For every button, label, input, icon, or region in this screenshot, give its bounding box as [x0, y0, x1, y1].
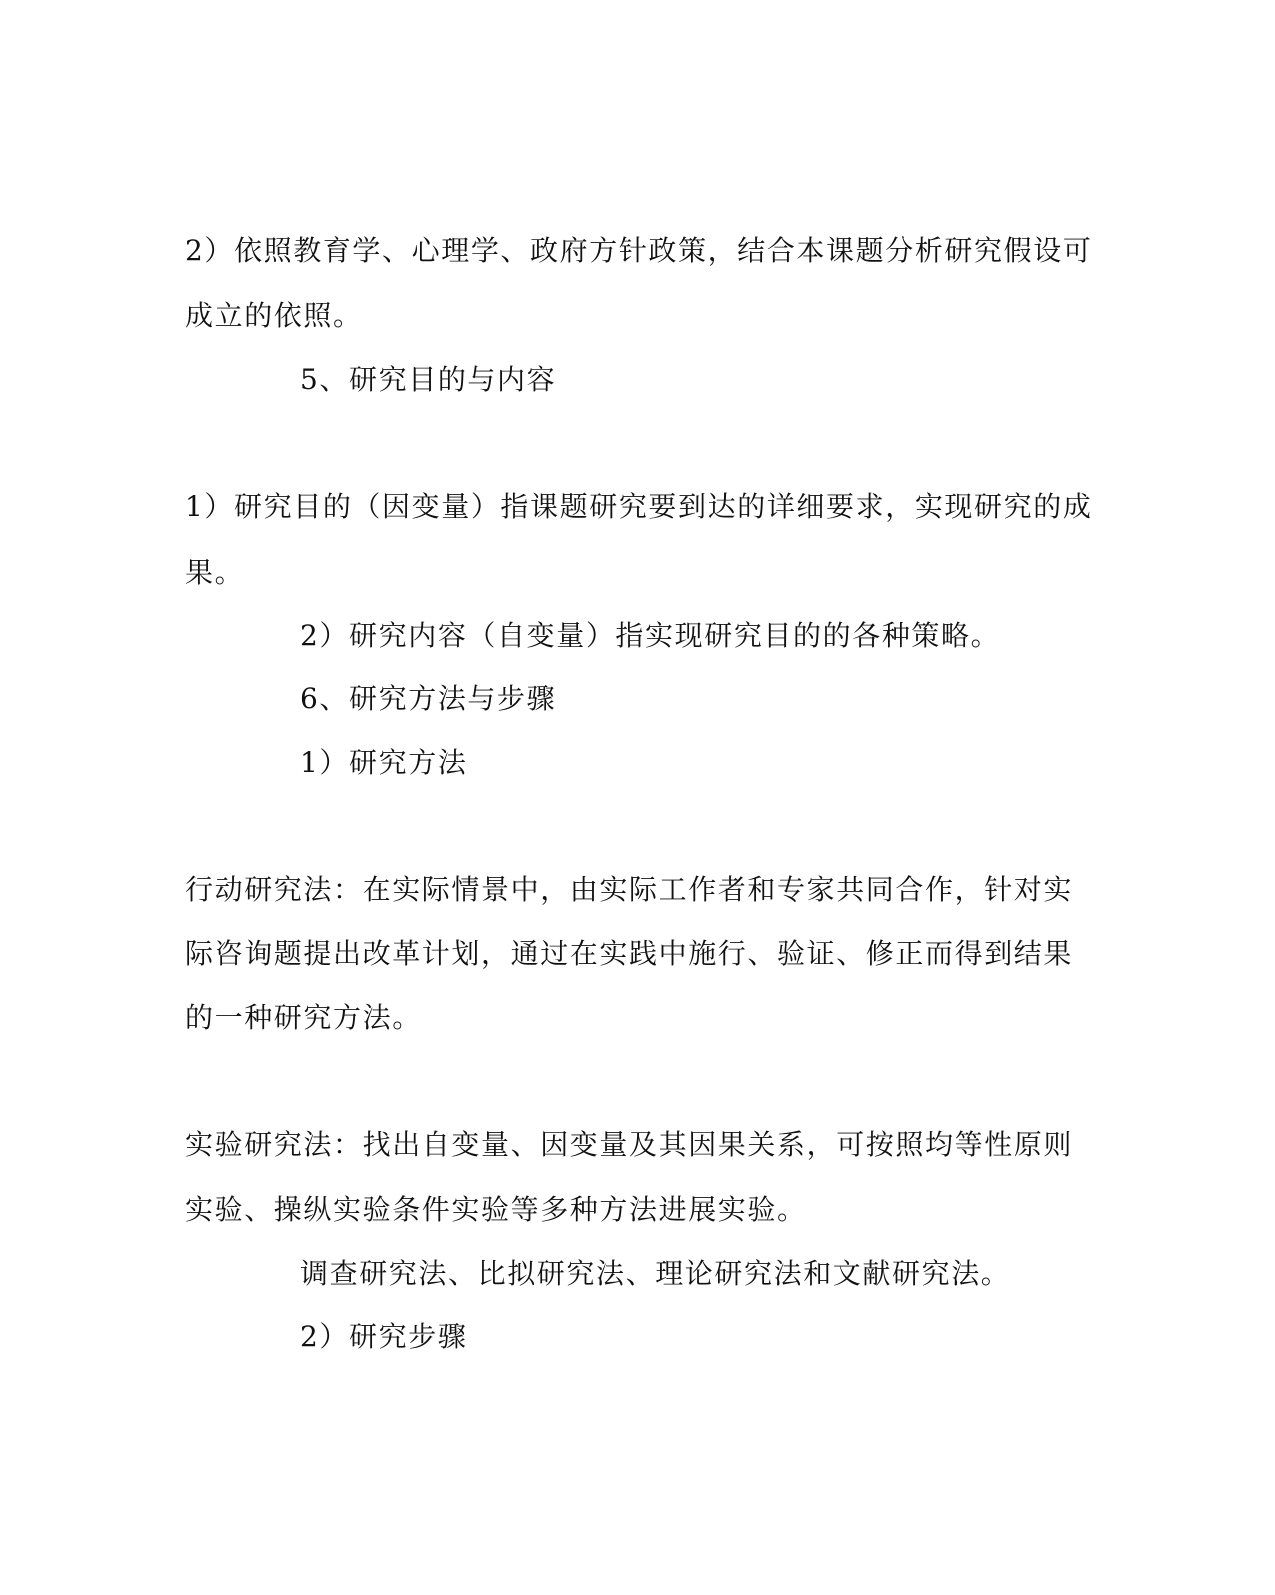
paragraph-hypothesis-basis-line-2: 成立的依照。	[185, 299, 363, 332]
subheading-research-steps: 2）研究步骤	[300, 1320, 468, 1353]
paragraph-research-goal-line-2: 果。	[185, 556, 245, 589]
paragraph-research-content: 2）研究内容（自变量）指实现研究目的的各种策略。	[300, 619, 1001, 652]
paragraph-other-methods: 调查研究法、比拟研究法、理论研究法和文献研究法。	[300, 1257, 1011, 1290]
paragraph-hypothesis-basis-line-1: 2）依照教育学、心理学、政府方针政策，结合本课题分析研究假设可	[185, 234, 1093, 267]
paragraph-action-research-line-1: 行动研究法：在实际情景中，由实际工作者和专家共同合作，针对实	[185, 873, 1074, 906]
section-heading-6: 6、研究方法与步骤	[300, 682, 557, 715]
paragraph-research-goal-line-1: 1）研究目的（因变量）指课题研究要到达的详细要求，实现研究的成	[185, 490, 1093, 523]
subheading-research-methods: 1）研究方法	[300, 746, 468, 779]
paragraph-experimental-research-line-1: 实验研究法：找出自变量、因变量及其因果关系，可按照均等性原则	[185, 1128, 1074, 1161]
paragraph-action-research-line-2: 际咨询题提出改革计划，通过在实践中施行、验证、修正而得到结果	[185, 937, 1074, 970]
paragraph-action-research-line-3: 的一种研究方法。	[185, 1001, 422, 1034]
paragraph-experimental-research-line-2: 实验、操纵实验条件实验等多种方法进展实验。	[185, 1193, 807, 1226]
section-heading-5: 5、研究目的与内容	[300, 363, 557, 396]
